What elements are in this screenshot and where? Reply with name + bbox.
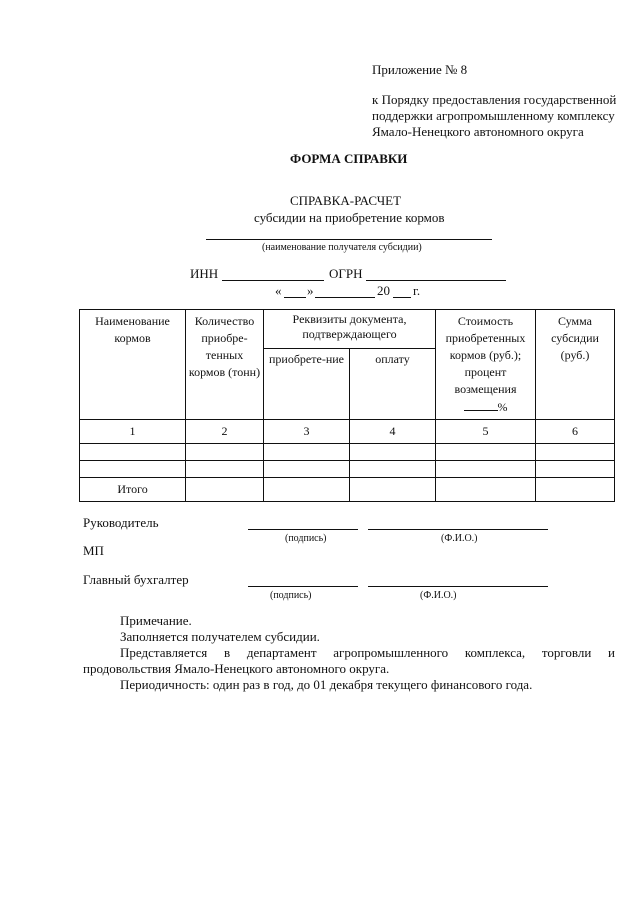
accountant-signature-line bbox=[248, 586, 358, 587]
table-cell[interactable] bbox=[264, 478, 350, 502]
table-cell[interactable] bbox=[536, 478, 615, 502]
notes-line: продовольствия Ямало-Ненецкого автономного округа. bbox=[83, 661, 390, 676]
header-subsidy-sum: Сумма субсидии (руб.) bbox=[536, 310, 615, 420]
date-year-suffix: г. bbox=[413, 283, 421, 298]
header-payment: оплату bbox=[350, 349, 436, 420]
header-cost-text: Стоимость приобретенных кормов (руб.); процент возмещения bbox=[445, 314, 526, 396]
table-cell[interactable] bbox=[80, 461, 186, 478]
table-cell[interactable] bbox=[436, 478, 536, 502]
accountant-signature-caption: (подпись) bbox=[270, 590, 312, 601]
appendix-reference-line: поддержки агропромышленному комплексу bbox=[372, 108, 615, 123]
appendix-reference bbox=[372, 92, 622, 140]
table-cell[interactable] bbox=[186, 444, 264, 461]
table-cell[interactable] bbox=[186, 478, 264, 502]
header-document-details: Реквизиты документа, подтверждающего bbox=[264, 310, 436, 349]
appendix-reference-line: к Порядку предоставления государственной bbox=[372, 92, 617, 107]
calculation-table bbox=[79, 309, 615, 502]
column-number: 6 bbox=[536, 420, 615, 444]
inn-label: ИНН bbox=[190, 266, 219, 281]
date-year-line bbox=[393, 297, 411, 298]
appendix-reference-line: Ямало-Ненецкого автономного округа bbox=[372, 124, 584, 139]
column-number: 2 bbox=[186, 420, 264, 444]
notes-line: Заполняется получателем субсидии. bbox=[120, 629, 320, 644]
document-subtitle: субсидии на приобретение кормов bbox=[254, 210, 445, 225]
column-number: 4 bbox=[350, 420, 436, 444]
table-cell[interactable] bbox=[350, 444, 436, 461]
inn-field-line bbox=[222, 280, 324, 281]
table-number-row bbox=[80, 420, 615, 444]
notes-section bbox=[83, 613, 615, 693]
recipient-name-line bbox=[206, 239, 492, 240]
stamp-label: МП bbox=[83, 543, 104, 558]
table-cell[interactable] bbox=[186, 461, 264, 478]
percent-sign: % bbox=[497, 400, 508, 414]
ogrn-label: ОГРН bbox=[329, 266, 363, 281]
recipient-caption: (наименование получателя субсидии) bbox=[262, 242, 422, 253]
table-cell[interactable] bbox=[80, 444, 186, 461]
table-cell[interactable] bbox=[536, 444, 615, 461]
accountant-name-caption: (Ф.И.О.) bbox=[420, 590, 457, 601]
table-row bbox=[80, 461, 615, 478]
header-feed-name: Наименование кормов bbox=[80, 310, 186, 420]
percent-field-line bbox=[464, 398, 498, 411]
table-cell[interactable] bbox=[536, 461, 615, 478]
chief-accountant-label: Главный бухгалтер bbox=[83, 572, 189, 587]
notes-line: Представляется в департамент агропромышленного комплекса, торговли и bbox=[120, 645, 615, 660]
form-title: ФОРМА СПРАВКИ bbox=[290, 151, 408, 166]
table-cell[interactable] bbox=[350, 461, 436, 478]
table-cell[interactable] bbox=[264, 444, 350, 461]
column-number: 5 bbox=[436, 420, 536, 444]
table-cell[interactable] bbox=[264, 461, 350, 478]
head-name-caption: (Ф.И.О.) bbox=[441, 533, 478, 544]
date-year-prefix: 20 bbox=[377, 283, 390, 298]
column-number: 1 bbox=[80, 420, 186, 444]
notes-title: Примечание. bbox=[120, 613, 192, 628]
table-cell[interactable] bbox=[436, 461, 536, 478]
head-name-line bbox=[368, 529, 548, 530]
accountant-name-line bbox=[368, 586, 548, 587]
table-header-row bbox=[80, 310, 615, 349]
head-signature-caption: (подпись) bbox=[285, 533, 327, 544]
document-title: СПРАВКА-РАСЧЕТ bbox=[290, 193, 402, 208]
date-open-quote: « bbox=[275, 283, 282, 298]
date-close-quote: » bbox=[307, 283, 314, 298]
header-purchase: приобрете-ние bbox=[264, 349, 350, 420]
header-quantity: Количество приобре-тенных кормов (тонн) bbox=[186, 310, 264, 420]
notes-line: Периодичность: один раз в год, до 01 декабря текущего финансового года. bbox=[120, 677, 533, 692]
date-month-line bbox=[315, 297, 375, 298]
ogrn-field-line bbox=[366, 280, 506, 281]
head-label: Руководитель bbox=[83, 515, 159, 530]
table-total-row bbox=[80, 478, 615, 502]
header-cost bbox=[436, 310, 536, 420]
table-cell[interactable] bbox=[350, 478, 436, 502]
appendix-number: Приложение № 8 bbox=[372, 62, 468, 77]
head-signature-line bbox=[248, 529, 358, 530]
total-label: Итого bbox=[80, 478, 186, 502]
date-day-line bbox=[284, 297, 306, 298]
column-number: 3 bbox=[264, 420, 350, 444]
table-cell[interactable] bbox=[436, 444, 536, 461]
table-row bbox=[80, 444, 615, 461]
